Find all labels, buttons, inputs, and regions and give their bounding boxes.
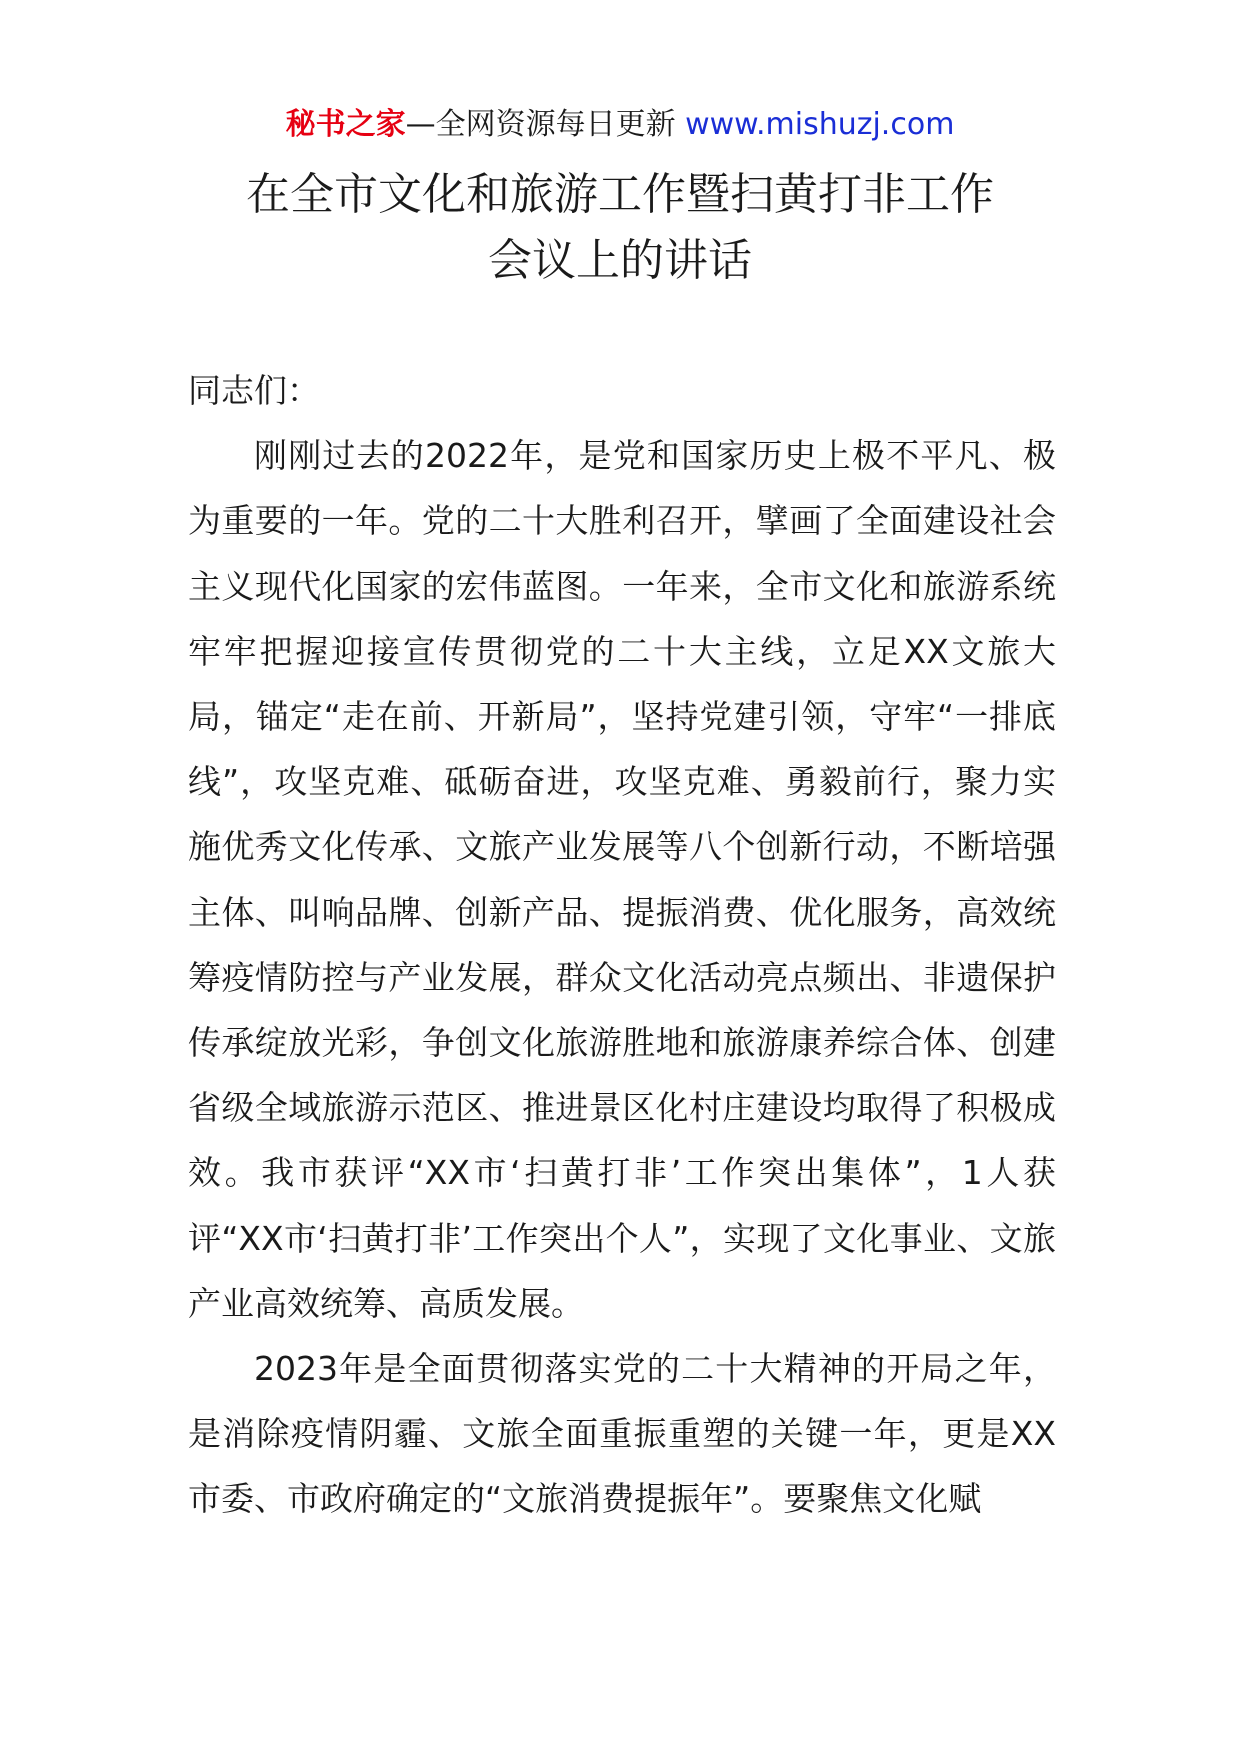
document-title	[0, 162, 1240, 294]
title-line-2: 会议上的讲话	[488, 235, 752, 286]
watermark-header	[0, 103, 1240, 147]
salutation: 同志们：	[188, 371, 320, 410]
brand-tagline: —全网资源每日更新	[405, 107, 676, 142]
paragraph-2: 2023年是全面贯彻落实党的二十大精神的开局之年，是消除疫情阴霾、文旅全面重振重塑的关键一年，更是XX市委、市政府确定的“文旅消费提振年”。要聚焦文化赋	[188, 1349, 1056, 1519]
brand-name: 秘书之家	[285, 107, 406, 142]
brand-website: www.mishuzj.com	[675, 107, 955, 142]
paragraph-1: 刚刚过去的2022年，是党和国家历史上极不平凡、极为重要的一年。党的二十大胜利召开，擘画了全面建设社会主义现代化国家的宏伟蓝图。一年来，全市文化和旅游系统牢牢把握迎接宣传贯彻党的二十大主线，立足XX文旅大局，锚定“走在前、开新局”，坚持党建引领，守牢“一排底线”，攻坚克难、砥砺奋进，攻坚克难、勇毅前行，聚力实施优秀文化传承、文旅产业发展等八个创新行动，不断培强主体、叫响品牌、创新产品、提振消费、优化服务，高效统筹疫情防控与产业发展，群众文化活动亮点频出、非遗保护传承绽放光彩，争创文化旅游胜地和旅游康养综合体、创建省级全域旅游示范区、推进景区化村庄建设均取得了积极成效。我市获评“XX市‘扫黄打非’工作突出集体”，1人获评“XX市‘扫黄打非’工作突出个人”，实现了文化事业、文旅产业高效统筹、高质发展。	[188, 436, 1056, 1323]
title-line-1: 在全市文化和旅游工作暨扫黄打非工作	[246, 169, 994, 220]
document-body	[188, 358, 1056, 1532]
